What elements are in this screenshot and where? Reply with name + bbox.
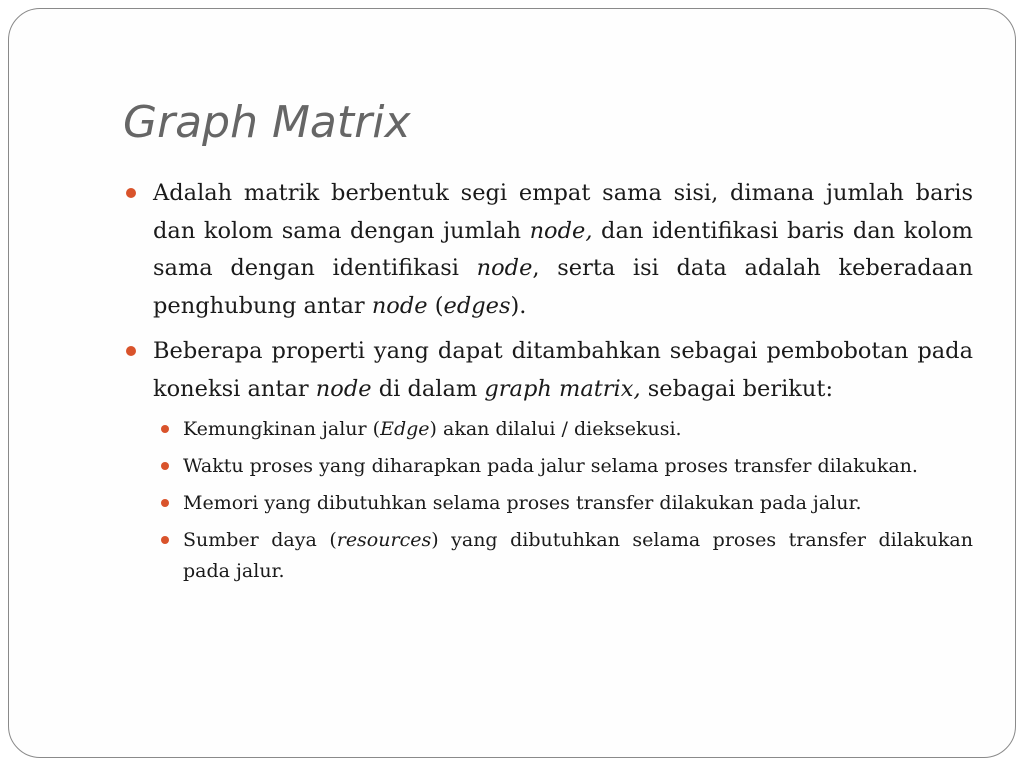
sub-bullet-dot-icon bbox=[161, 425, 169, 433]
bullet-dot-icon bbox=[126, 346, 136, 356]
sub-bullet-dot-icon bbox=[161, 462, 169, 470]
bullet-item-definition bbox=[125, 175, 973, 325]
page-title: Graph Matrix bbox=[123, 97, 411, 148]
sub-bullet-dot-icon bbox=[161, 536, 169, 544]
sub-bullet-text: Kemungkinan jalur (Edge) akan dilalui / dieksekusi. bbox=[183, 418, 682, 440]
sub-bullet-dot-icon bbox=[161, 499, 169, 507]
sub-bullet-text: Memori yang dibutuhkan selama proses transfer dilakukan pada jalur. bbox=[183, 492, 862, 514]
bullet-dot-icon bbox=[126, 188, 136, 198]
sub-bullet-item-edge-probability bbox=[153, 414, 973, 445]
sub-bullet-item-memory bbox=[153, 488, 973, 519]
bullet-list bbox=[125, 175, 973, 587]
bullet-text: Adalah matrik berbentuk segi empat sama sisi, dimana jumlah baris dan kolom sama dengan jumlah node, dan identifikasi baris dan kolom sama dengan identifikasi node, serta isi data adalah keberadaan penghubung antar node (edges). bbox=[153, 180, 973, 319]
bullet-text: Beberapa properti yang dapat ditambahkan sebagai pembobotan pada koneksi antar node di dalam graph matrix, sebagai berikut: bbox=[153, 338, 973, 402]
sub-bullet-list bbox=[153, 414, 973, 587]
slide-frame bbox=[8, 8, 1016, 758]
slide-content bbox=[125, 175, 973, 595]
bullet-item-properties bbox=[125, 333, 973, 587]
sub-bullet-item-resources bbox=[153, 525, 973, 587]
sub-bullet-text: Waktu proses yang diharapkan pada jalur selama proses transfer dilakukan. bbox=[183, 455, 918, 477]
sub-bullet-item-process-time bbox=[153, 451, 973, 482]
sub-bullet-text: Sumber daya (resources) yang dibutuhkan selama proses transfer dilakukan pada jalur. bbox=[183, 529, 973, 582]
